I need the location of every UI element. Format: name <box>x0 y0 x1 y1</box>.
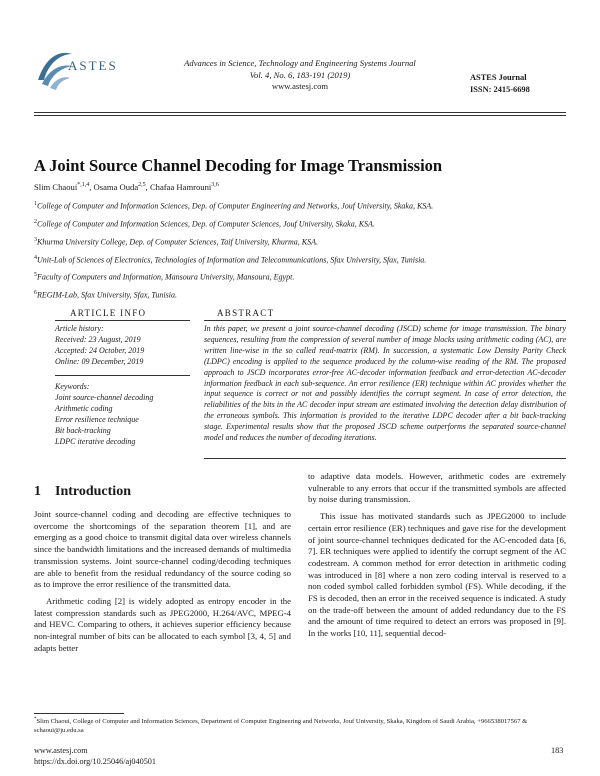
affiliation: $^4$Unit-Lab of Sciences of Electronics, Technologies of Information and Telecommunications, Sfax University, Sfax, Tunisia. <box>34 255 427 265</box>
keywords-block: Keywords: Joint source-channel decoding Arithmetic coding Error resilience technique Bit back-tracking LDPC iterative decoding <box>55 382 190 447</box>
abstract-rule <box>204 320 566 321</box>
logo-text: ASTES <box>68 58 118 73</box>
affiliation: $^6$REGIM-Lab, Sfax University, Sfax, Tunisia. <box>34 290 177 300</box>
journal-header <box>150 58 450 93</box>
header-divider <box>34 112 566 113</box>
footer-url[interactable]: www.astesj.com <box>34 746 88 755</box>
left-column <box>34 509 291 654</box>
abstract-bottom-rule <box>204 458 566 459</box>
article-info-heading: ARTICLE INFO <box>70 308 147 318</box>
header-divider-thin <box>34 115 566 116</box>
keyword: Joint source-channel decoding <box>55 392 154 402</box>
keyword: LDPC iterative decoding <box>55 436 136 446</box>
keyword: Arithmetic coding <box>55 403 113 413</box>
affiliation: $^1$College of Computer and Information Sciences, Dep. of Computer Engineering and Networks, Jouf University, Skaka, KSA. <box>34 201 434 211</box>
right-column <box>308 471 566 640</box>
paragraph: to adaptive data models. However, arithmetic codes are extremely vulnerable to any errors that occur if the transmitted symbols are affected by noise during transmission. <box>308 471 566 505</box>
journal-name: Advances in Science, Technology and Engineering Systems Journal <box>184 58 416 68</box>
issn: ISSN: 2415-6698 <box>470 84 530 94</box>
affiliation: $^3$Khurma University College, Dep. of Computer Sciences, Taif University, Khurma, KSA. <box>34 237 319 247</box>
keyword: Bit back-tracking <box>55 425 111 435</box>
author-name: Osama Ouda <box>93 182 139 192</box>
affiliation: $^2$College of Computer and Information Sciences, Dep. of Computer Sciences, Jouf University, Skaka, KSA. <box>34 219 375 229</box>
paragraph: This issue has motivated standards such as JPEG2000 to include certain error resilience (ER) techniques and gave rise for the development of joint source-channel techniques dedicated for the AC-encoded data [6, 7]. ER techniques were applied to identify the corrupt segment of the AC codestream. A common method for error detection in arithmetic coding was introduced in [8] where a non zero coding interval is reserved to a non coded symbol called forbidden symbol (FS). While decoding, if the FS is decoded, then an error in the received sequence is indicated. A study on the trade-off between the amount of added redundancy due to the FS and the amount of time required to detect an errors was proposed in [9]. In the works [10, 11], sequential decod- <box>308 511 566 639</box>
issn-block <box>470 72 565 95</box>
section-heading: 1 Introduction <box>34 484 131 499</box>
author-name: Chafaa Hamrouni <box>149 182 212 192</box>
affiliation: $^5$Faculty of Computers and Information, Mansoura University, Mansoura, Egypt. <box>34 272 295 282</box>
author-name: Slim Chaoui <box>34 182 78 192</box>
footnote-rule <box>34 713 124 714</box>
footer-doi[interactable]: https://dx.doi.org/10.25046/aj040501 <box>34 757 156 766</box>
article-info-mid-rule <box>55 375 190 376</box>
paragraph: Arithmetic coding [2] is widely adopted as entropy encoder in the latest compression standards such as JPEG2000, H.264/AVC, MPEG-4 and HEVC. Comparing to others, it achieves superior efficiency because non-integral number of bits can be allocated to each symbol [3, 4, 5] and adapts better <box>34 595 291 653</box>
keyword: Error resilience technique <box>55 414 139 424</box>
article-history: Article history: Received: 23 August, 2019 Accepted: 24 October, 2019 Online: 09 December, 2019 <box>55 324 145 366</box>
paper-title: A Joint Source Channel Decoding for Image Transmission <box>34 156 443 175</box>
journal-short-name: ASTES Journal <box>470 73 527 82</box>
corresponding-author-footnote: *Slim Chaoui, College of Computer and Information Sciences, Department of Computer Engineering and Networks, Jouf University, Skaka, Kingdom of Saudi Arabia, +966538017567 & schaoui@ju.edu.sa <box>34 717 528 734</box>
page-number: 183 <box>551 746 564 755</box>
abstract-heading: ABSTRACT <box>217 308 275 318</box>
article-info-rule <box>55 320 190 321</box>
abstract-text: In this paper, we present a joint source-channel decoding (JSCD) scheme for image transmission. The binary sequences, resulting from the compression of several number of image blocks using arithmetic coding (AC), are written line-wise in the so called read-matrix (RM). In succession, a systematic Low Density Parity Check (LDPC) encoding is applied to the sequence produced by the column-wise reading of the RM. The proposed approach to JSCD incorporates error-free AC-decoder information feedback and error-detection AC-decoder information feedback in each sub-sequence. An error resilience (ER) technique within AC provides whether the input sequence is correct or not and possibly identifies the corrupt segment. In case of error detection, the reliabilities of the bits in the AC decoder input stream are estimated involving the detection delay distribution of the erroneous symbols. This information is provided to the iterative LDPC decoder after a bit back-tracking stage. Experimental results show that the proposed JSCD scheme outperforms the separated source-channel model and reduces the number of decoding iterations. <box>204 324 566 443</box>
paragraph: Joint source-channel coding and decoding are effective techniques to overcome the shortcomings of the separation theorem [1], and are emerging as a good choice to transmit digital data over wireless channels since the bandwidth limitations and the increased demands of multimedia transmission systems. Joint source-channel coding/decoding techniques are able to benefit from the residual redundancy of the source coding so as to improve the error resilience of the transmitted data. <box>34 509 291 590</box>
author-list: Slim Chaoui$^{*,1,4}$, Osama Ouda$^{2,5}$, Chafaa Hamrouni$^{3,6}$ <box>34 182 219 192</box>
footer-links <box>34 745 156 767</box>
journal-volume: Vol. 4, No. 6, 183-191 (2019) <box>249 69 351 80</box>
journal-url[interactable]: www.astesj.com <box>271 81 329 91</box>
